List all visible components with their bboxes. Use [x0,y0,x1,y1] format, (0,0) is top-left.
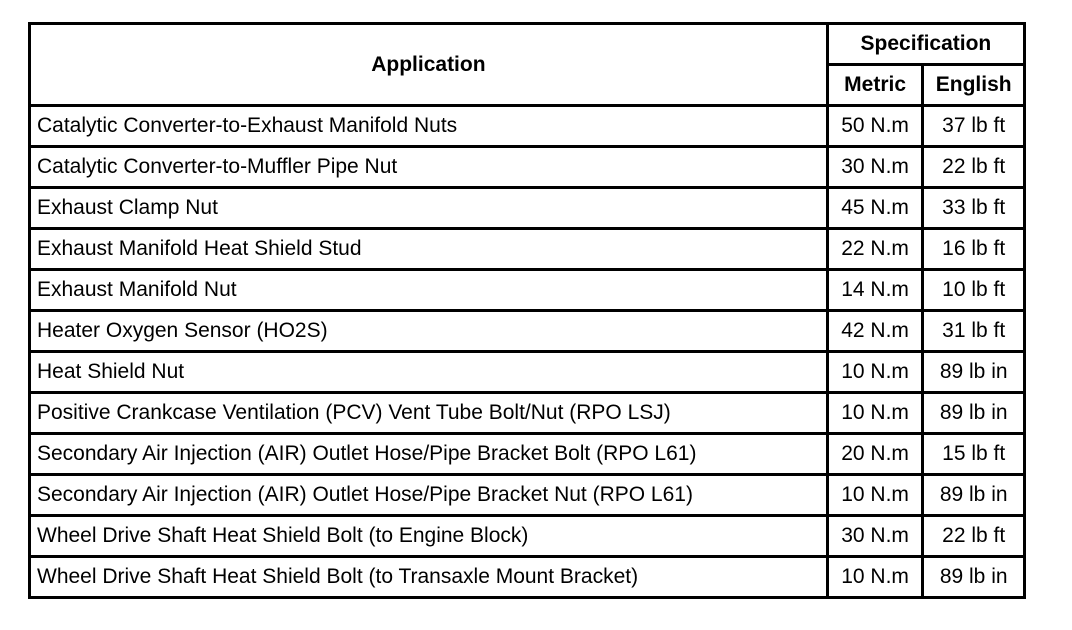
application-cell: Heater Oxygen Sensor (HO2S) [31,312,829,353]
metric-value-cell: 10 N.m [829,558,925,596]
metric-value-cell: 30 N.m [829,148,925,189]
english-header: English [924,66,1023,107]
table-row [31,353,1023,394]
header-row-top [31,25,1023,66]
metric-value-cell: 10 N.m [829,476,925,517]
table-row [31,148,1023,189]
table-row [31,558,1023,596]
metric-header: Metric [829,66,925,107]
table-row [31,271,1023,312]
application-header: Application [31,25,829,107]
english-value-cell: 89 lb in [924,353,1023,394]
english-value-cell: 89 lb in [924,394,1023,435]
english-value-cell: 22 lb ft [924,148,1023,189]
application-cell: Heat Shield Nut [31,353,829,394]
metric-value-cell: 14 N.m [829,271,925,312]
application-cell: Exhaust Clamp Nut [31,189,829,230]
metric-value-cell: 50 N.m [829,107,925,148]
application-cell: Secondary Air Injection (AIR) Outlet Hose/Pipe Bracket Nut (RPO L61) [31,476,829,517]
table-row [31,312,1023,353]
english-value-cell: 33 lb ft [924,189,1023,230]
specification-header: Specification [829,25,1023,66]
metric-value-cell: 45 N.m [829,189,925,230]
application-cell: Catalytic Converter-to-Muffler Pipe Nut [31,148,829,189]
english-value-cell: 89 lb in [939,565,1008,588]
table-row [31,435,1023,476]
application-cell: Exhaust Manifold Heat Shield Stud [31,230,829,271]
metric-value-cell: 30 N.m [829,517,925,558]
english-value-cell: 15 lb ft [924,435,1023,476]
table-row [31,230,1023,271]
application-cell: Catalytic Converter-to-Exhaust Manifold Nuts [31,107,829,148]
application-cell: Positive Crankcase Ventilation (PCV) Vent Tube Bolt/Nut (RPO LSJ) [31,394,829,435]
metric-value-cell: 20 N.m [829,435,925,476]
metric-value-cell: 22 N.m [829,230,925,271]
metric-value-cell: 42 N.m [829,312,925,353]
table-row [31,476,1023,517]
english-value-cell: 10 lb ft [924,271,1023,312]
application-cell: Exhaust Manifold Nut [31,271,829,312]
table-row [31,394,1023,435]
english-value-cell: 31 lb ft [924,312,1023,353]
english-value-cell: 16 lb ft [924,230,1023,271]
english-value-cell: 89 lb in [924,476,1023,517]
application-cell: Secondary Air Injection (AIR) Outlet Hose/Pipe Bracket Bolt (RPO L61) [31,435,829,476]
english-value-cell: 22 lb ft [924,517,1023,558]
metric-value-cell: 10 N.m [829,353,925,394]
table-row [31,517,1023,558]
table-header [31,25,1023,107]
table-row [31,189,1023,230]
fastener-specification-table [28,22,1026,599]
table-row [31,107,1023,148]
application-cell: Wheel Drive Shaft Heat Shield Bolt (to Engine Block) [31,517,829,558]
english-value-cell: 37 lb ft [924,107,1023,148]
metric-value-cell: 10 N.m [829,394,925,435]
table-body [31,107,1023,596]
application-cell: Wheel Drive Shaft Heat Shield Bolt (to Transaxle Mount Bracket) [31,558,829,596]
